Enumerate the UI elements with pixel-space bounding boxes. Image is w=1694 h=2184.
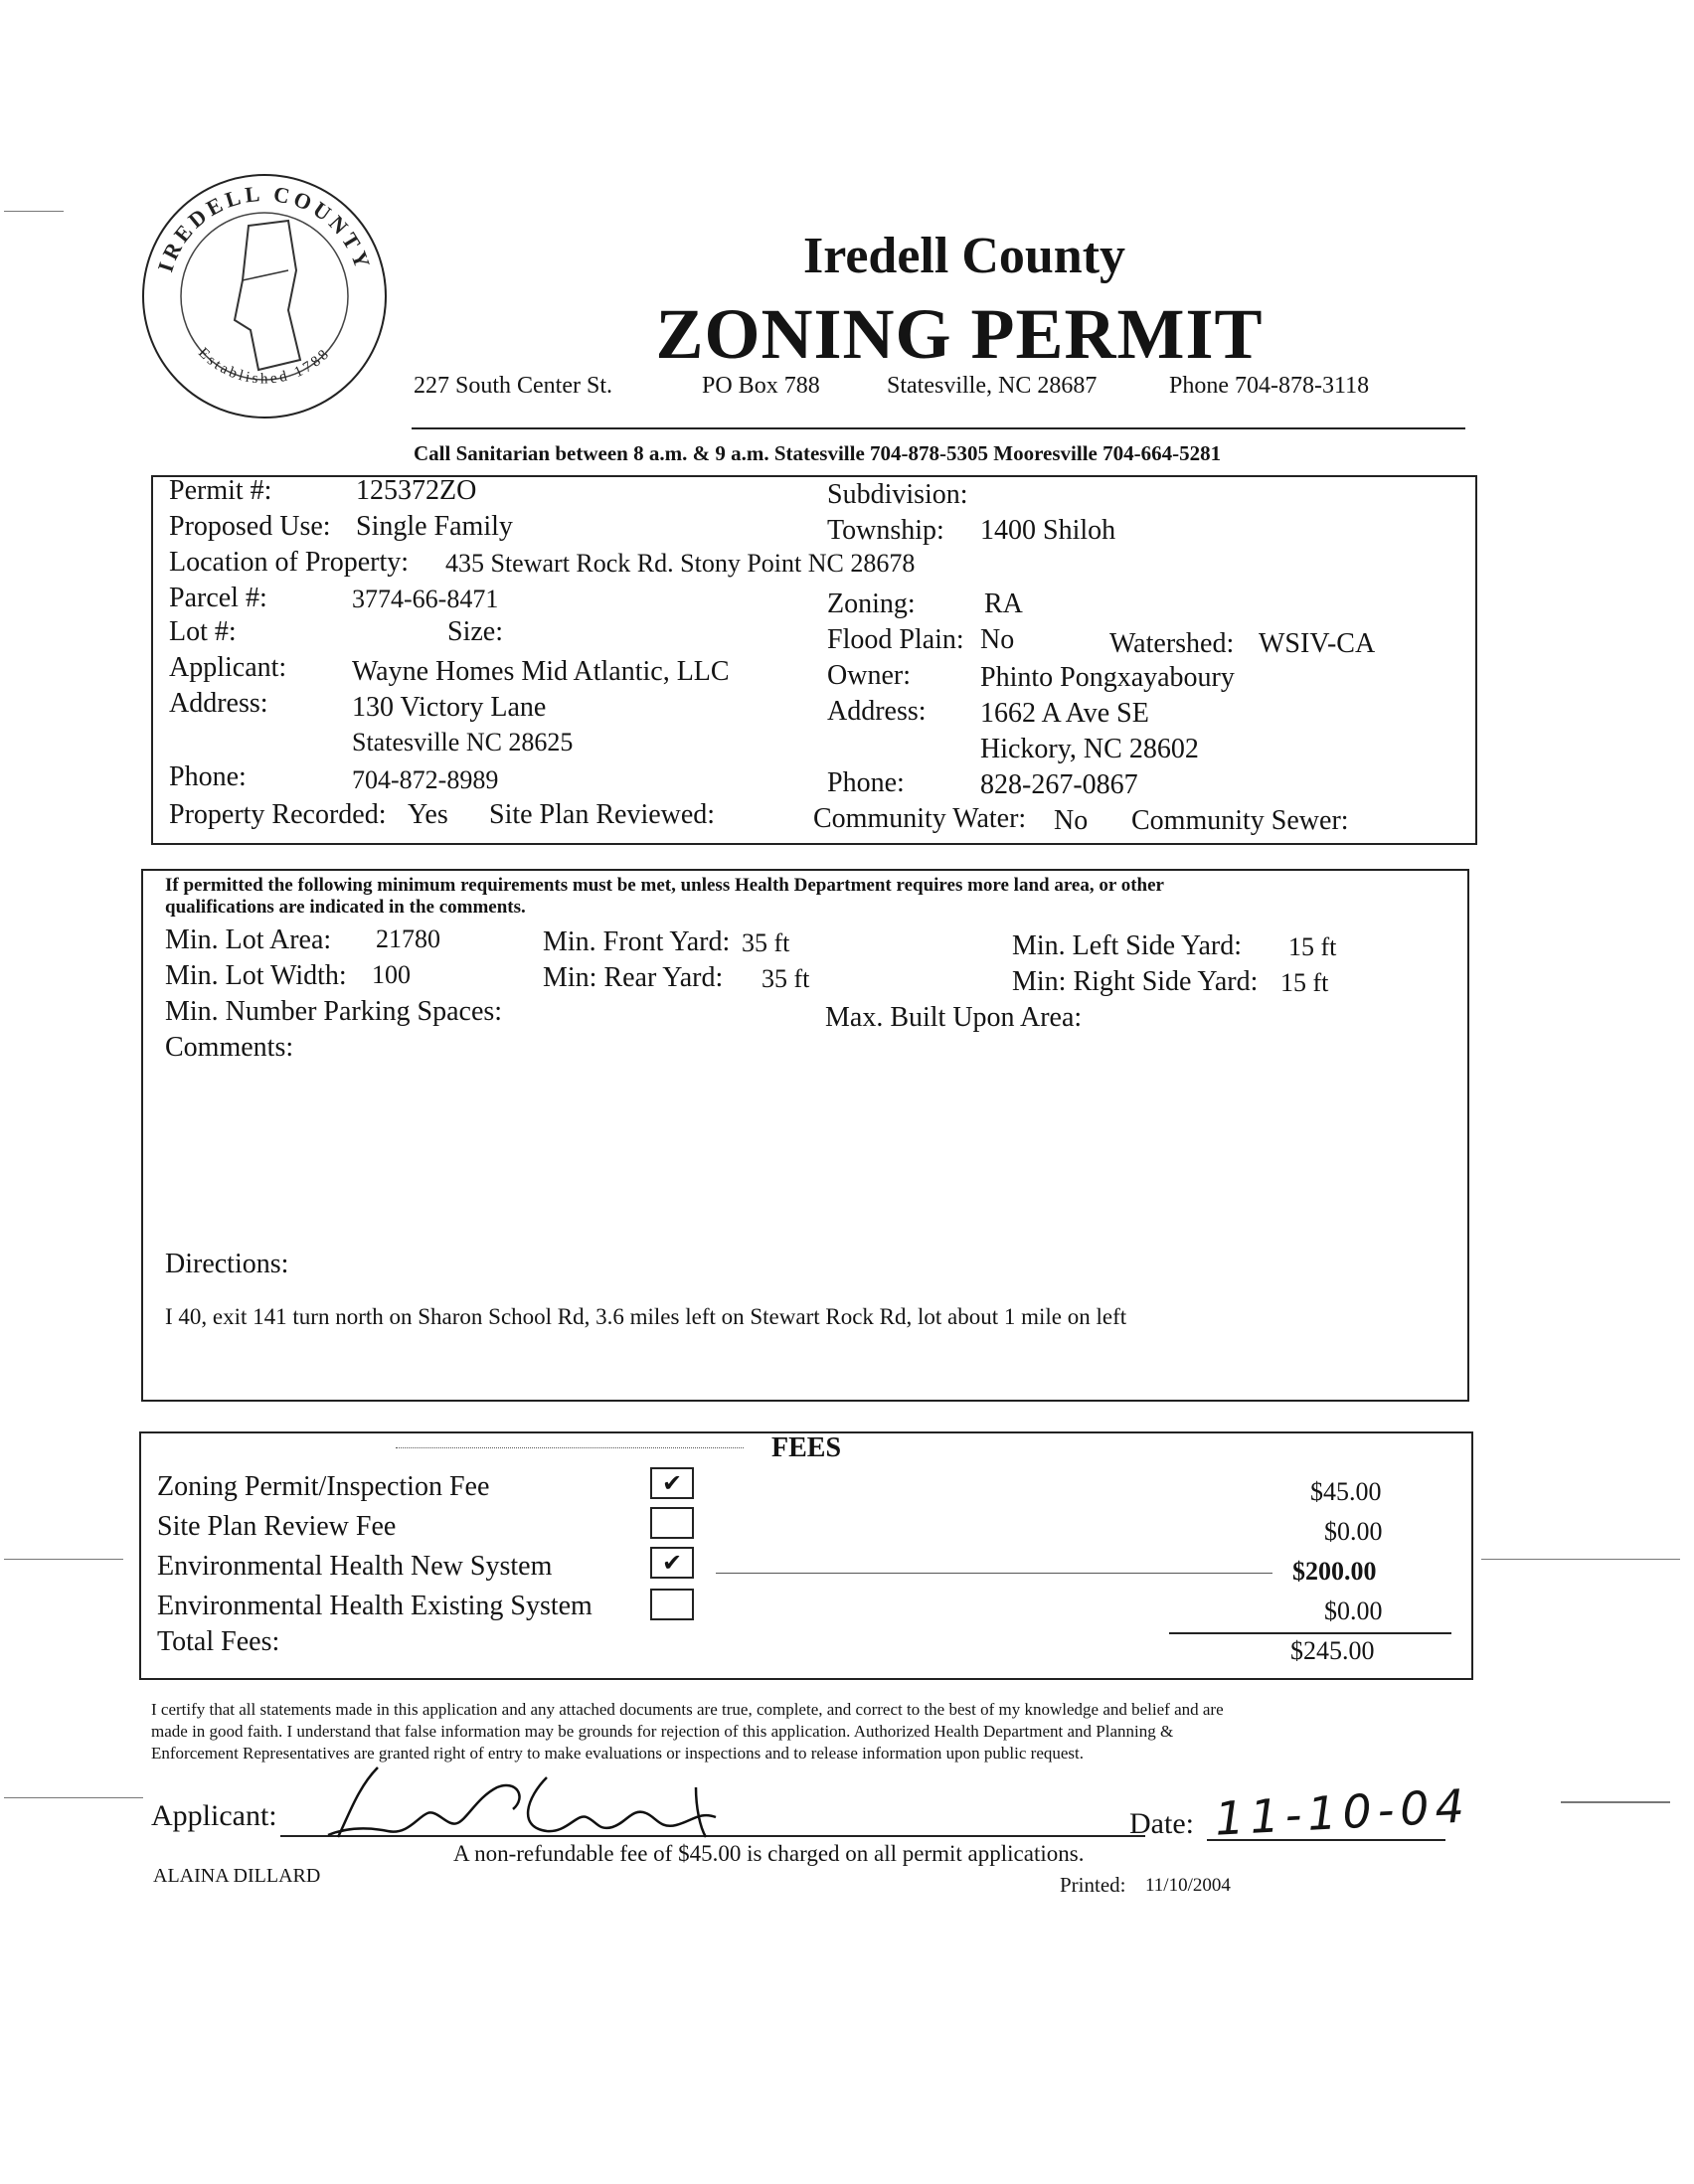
scan-mark — [4, 211, 64, 212]
property-recorded-label: Property Recorded: — [169, 799, 387, 830]
office-street: 227 South Center St. — [414, 373, 613, 399]
applicant-phone-value: 704-872-8989 — [352, 765, 499, 794]
township-label: Township: — [827, 515, 944, 546]
min-lot-area-label: Min. Lot Area: — [165, 924, 332, 955]
watershed-value: WSIV-CA — [1259, 628, 1376, 659]
date-handwritten-value: 11-10-04 — [1213, 1778, 1472, 1846]
certification-line-3: Enforcement Representatives are granted right of entry to make evaluations or inspections and to release information upon public request. — [151, 1744, 1084, 1763]
community-water-value: No — [1054, 805, 1089, 836]
min-parking-spaces-label: Min. Number Parking Spaces: — [165, 996, 503, 1027]
owner-value: Phinto Pongxayaboury — [980, 662, 1235, 693]
non-refundable-notice: A non-refundable fee of $45.00 is charged on all permit applications. — [453, 1841, 1085, 1866]
applicant-address-line-1: 130 Victory Lane — [352, 692, 547, 723]
county-name: Iredell County — [802, 228, 1126, 284]
certification-line-2: made in good faith. I understand that false information may be grounds for rejection of this application. Authorized Health Department and Planning & — [151, 1722, 1174, 1741]
owner-label: Owner: — [827, 660, 911, 691]
min-left-side-yard-label: Min. Left Side Yard: — [1012, 930, 1242, 961]
min-right-side-yard-label: Min: Right Side Yard: — [1012, 966, 1259, 997]
owner-phone-value: 828-267-0867 — [980, 769, 1138, 800]
applicant-signature — [318, 1758, 736, 1847]
fee-amount-new-system: $200.00 — [1292, 1557, 1377, 1586]
proposed-use-label: Proposed Use: — [169, 511, 331, 542]
zoning-label: Zoning: — [827, 588, 916, 619]
seal-bottom-text: Established 1788 — [195, 345, 334, 388]
site-plan-reviewed-label: Site Plan Reviewed: — [489, 799, 716, 830]
permit-number-label: Permit #: — [169, 475, 272, 506]
fee-checkbox-existing-system[interactable] — [650, 1589, 694, 1620]
owner-address-line-1: 1662 A Ave SE — [980, 698, 1149, 729]
printed-date-label: Printed: — [1060, 1873, 1126, 1897]
fee-label-existing-system: Environmental Health Existing System — [157, 1591, 593, 1621]
scan-mark — [1481, 1559, 1680, 1560]
scan-mark — [4, 1797, 143, 1798]
subdivision-label: Subdivision: — [827, 479, 968, 510]
comments-label: Comments: — [165, 1032, 294, 1063]
svg-text:IREDELL COUNTY — [153, 181, 377, 275]
fees-title: FEES — [771, 1432, 842, 1463]
min-front-yard-value: 35 ft — [742, 928, 790, 957]
applicant-phone-label: Phone: — [169, 761, 247, 792]
community-water-label: Community Water: — [813, 803, 1027, 834]
page-title: ZONING PERMIT — [655, 294, 1264, 374]
min-left-side-yard-value: 15 ft — [1288, 932, 1337, 961]
min-lot-width-label: Min. Lot Width: — [165, 960, 347, 991]
min-right-side-yard-value: 15 ft — [1280, 968, 1329, 997]
size-label: Size: — [447, 616, 503, 647]
max-built-upon-area-label: Max. Built Upon Area: — [825, 1002, 1083, 1033]
applicant-label: Applicant: — [169, 652, 287, 683]
min-front-yard-label: Min. Front Yard: — [543, 926, 731, 957]
office-po-box: PO Box 788 — [702, 373, 820, 399]
min-rear-yard-value: 35 ft — [762, 964, 810, 993]
fee-amount-site-plan: $0.00 — [1324, 1517, 1383, 1546]
owner-address-line-2: Hickory, NC 28602 — [980, 734, 1199, 764]
signature-applicant-label: Applicant: — [151, 1799, 277, 1832]
total-rule — [1169, 1632, 1451, 1634]
zoning-value: RA — [984, 588, 1023, 619]
sanitarian-call-line: Call Sanitarian between 8 a.m. & 9 a.m. Statesville 704-878-5305 Mooresville 704-664-5281 — [414, 441, 1222, 465]
location-label: Location of Property: — [169, 547, 410, 578]
applicant-value: Wayne Homes Mid Atlantic, LLC — [352, 656, 730, 687]
fee-label-zoning: Zoning Permit/Inspection Fee — [157, 1471, 490, 1502]
total-fees-label: Total Fees: — [157, 1626, 280, 1657]
fees-title-rule-left — [396, 1447, 744, 1448]
check-mark-icon: ✔ — [661, 1549, 683, 1577]
min-lot-width-value: 100 — [372, 960, 411, 989]
flood-plain-label: Flood Plain: — [827, 624, 964, 655]
applicant-address-line-2: Statesville NC 28625 — [352, 728, 574, 756]
clerk-name: ALAINA DILLARD — [153, 1865, 321, 1887]
applicant-address-label: Address: — [169, 688, 268, 719]
header-rule — [412, 427, 1465, 429]
requirements-intro-line-1: If permitted the following minimum requirements must be met, unless Health Department requires more land area, or other — [165, 875, 1164, 896]
directions-label: Directions: — [165, 1249, 289, 1279]
community-sewer-label: Community Sewer: — [1131, 805, 1349, 836]
office-phone: Phone 704-878-3118 — [1169, 373, 1370, 399]
seal-top-text: IREDELL COUNTY — [152, 180, 377, 275]
scan-mark — [1561, 1801, 1670, 1803]
permit-info-box — [151, 475, 1477, 845]
parcel-label: Parcel #: — [169, 583, 267, 613]
fee-checkbox-new-system[interactable] — [650, 1547, 694, 1579]
fee-label-site-plan: Site Plan Review Fee — [157, 1511, 397, 1542]
owner-address-label: Address: — [827, 696, 927, 727]
date-label: Date: — [1129, 1807, 1194, 1840]
fee-checkbox-zoning[interactable] — [650, 1467, 694, 1499]
printed-date-value: 11/10/2004 — [1145, 1875, 1231, 1896]
owner-phone-label: Phone: — [827, 767, 905, 798]
parcel-value: 3774-66-8471 — [352, 585, 499, 613]
flood-plain-value: No — [980, 624, 1015, 655]
property-recorded-value: Yes — [408, 799, 448, 830]
county-seal — [139, 171, 390, 421]
total-fees-value: $245.00 — [1290, 1636, 1375, 1665]
min-rear-yard-label: Min: Rear Yard: — [543, 962, 724, 993]
svg-text:Established 1788 — [195, 345, 334, 387]
watershed-label: Watershed: — [1109, 628, 1235, 659]
directions-value: I 40, exit 141 turn north on Sharon School Rd, 3.6 miles left on Stewart Rock Rd, lot about 1 mile on left — [165, 1304, 1127, 1329]
lot-number-label: Lot #: — [169, 616, 237, 647]
township-value: 1400 Shiloh — [980, 515, 1116, 546]
fee-amount-zoning: $45.00 — [1310, 1477, 1382, 1506]
office-city: Statesville, NC 28687 — [887, 373, 1098, 399]
fee-amount-existing-system: $0.00 — [1324, 1596, 1383, 1625]
certification-line-1: I certify that all statements made in this application and any attached documents are true, complete, and correct to the best of my knowledge and belief and are — [151, 1700, 1224, 1719]
min-lot-area-value: 21780 — [376, 924, 440, 953]
proposed-use-value: Single Family — [356, 511, 513, 542]
fee-label-new-system: Environmental Health New System — [157, 1551, 553, 1582]
check-mark-icon: ✔ — [661, 1469, 683, 1497]
fee-leader-line — [716, 1573, 1272, 1574]
location-value: 435 Stewart Rock Rd. Stony Point NC 28678 — [445, 549, 916, 578]
fee-checkbox-site-plan[interactable] — [650, 1507, 694, 1539]
permit-number-value: 125372ZO — [356, 475, 477, 506]
requirements-intro-line-2: qualifications are indicated in the comments. — [165, 897, 526, 918]
scan-mark — [4, 1559, 123, 1560]
